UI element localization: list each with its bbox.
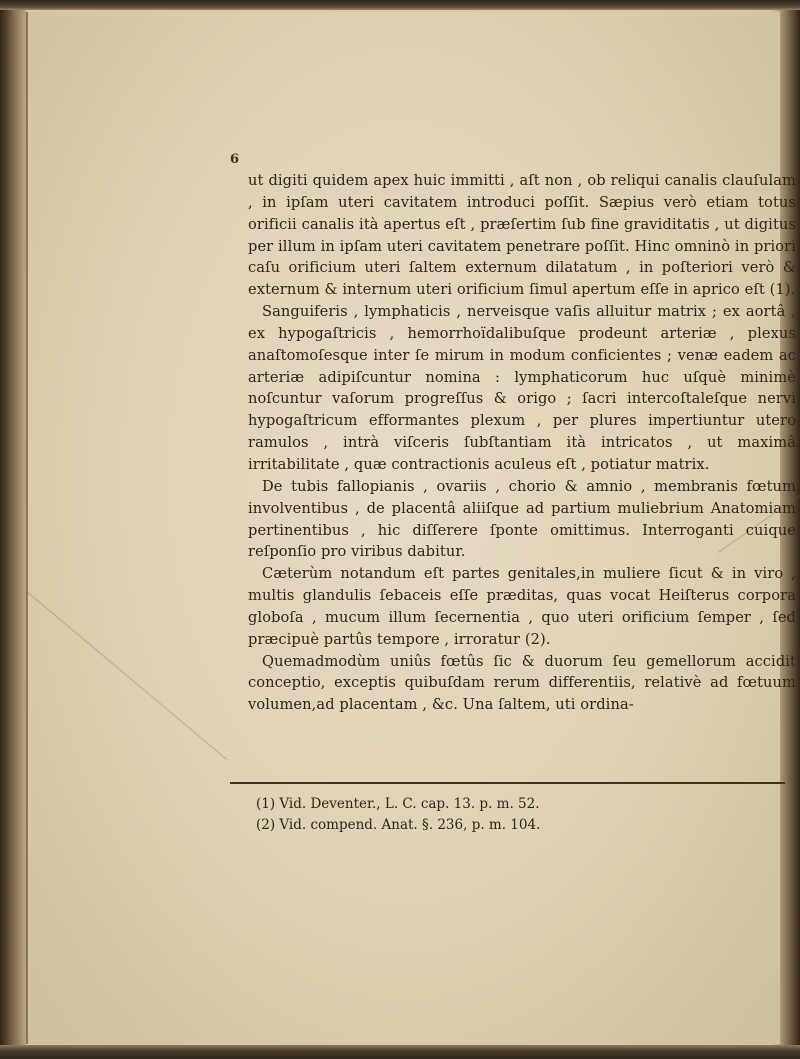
paragraph: Cæterùm notandum eſt partes genitales,in muliere ſicut & in viro , multis glandulis ſebaceis eſſe præditas, quas vocat Heiſterus corpora globoſa , mucum illum ſecernentia , quo uteri orificium ſemper , ſed præcipuè partûs tempore , irroratur (2).: [248, 565, 796, 648]
footnote: (1) Vid. Deventer., L. C. cap. 13. p. m. 52.: [256, 796, 540, 812]
footnote-rule: [230, 782, 785, 784]
book-spine-edge: [0, 10, 26, 1045]
paragraph: Quemadmodùm uniûs fœtûs ſic & duorum ſeu gemellorum accidit conceptio, exceptis quibuſdam rerum differentiis, relativè ad fœtuum volumen,ad placentam , &c. Una ſaltem, uti ordina-: [248, 652, 796, 714]
footnotes: [256, 794, 540, 836]
paragraph: Sanguiferis , lymphaticis , nerveisque vaſis alluitur matrix ; ex aortâ , ex hypogaſtricis , hemorrhoïdalibuſque prodeunt arteriæ , plexus anaſtomoſesque inter ſe mirum in modum conficientes ; venæ eadem ac arteriæ adipiſcuntur nomina : lymphaticorum huc uſquè minimè noſcuntur vaſorum progreſſus & origo ; ſacri intercoſtaleſque nervi hypogaſtricum efformantes plexum , per plures impertiuntur utero ramulos , intrà viſceris ſubſtantiam ità intricatos , ut maximâ irritabilitate , quæ contractionis aculeus eſt , potiatur matrix.: [248, 303, 796, 473]
page-number: 6: [230, 152, 240, 167]
footnote: (2) Vid. compend. Anat. §. 236, p. m. 104.: [256, 817, 541, 833]
paragraph: ut digiti quidem apex huic immitti , aſt non , ob reliqui canalis clauſulam , in ipſam uteri cavitatem introduci poſſit. Sæpius verò etiam totus orificii canalis ità apertus eſt , præſertim ſub fine graviditatis , ut digitus per illum in ipſam uteri cavitatem penetrare poſſit. Hinc omninò in priori caſu orificium uteri ſaltem externum dilatatum , in poſteriori verò & externum & internum uteri orificium ſimul apertum eſſe in aprico eſt (1).: [248, 172, 796, 299]
paragraph: De tubis fallopianis , ovariis , chorio & amnio , membranis fœtum involventibus , de placentâ aliiſque ad partium muliebrium Anatomiam pertinentibus , hic diſſerere ſponte omittimus. Interroganti cuique reſponſio pro viribus dabitur.: [248, 477, 796, 561]
scan-bottom-edge: [0, 1045, 800, 1059]
body-text: [248, 170, 796, 716]
paper-crease: [27, 592, 227, 760]
scan-top-edge: [0, 0, 800, 10]
